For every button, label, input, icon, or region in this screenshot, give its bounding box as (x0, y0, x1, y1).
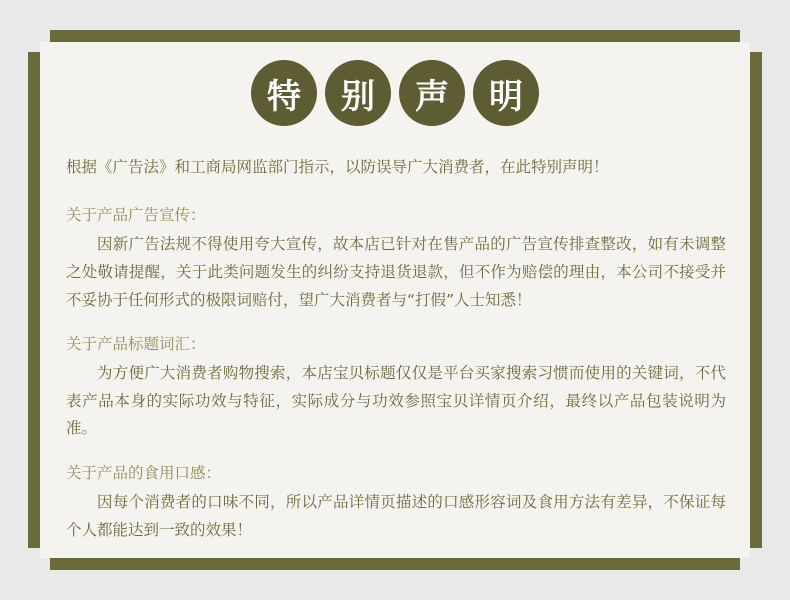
title-char-2: 别 (325, 60, 391, 126)
title-char-4: 明 (473, 60, 539, 126)
section-taste-heading: 关于产品的食用口感： (66, 464, 222, 483)
section-advertising-heading: 关于产品广告宣传： (66, 206, 206, 225)
intro-text: 根据《广告法》和工商局网监部门指示，以防误导广大消费者，在此特别声明！ (66, 158, 609, 176)
section-title-keywords (66, 331, 726, 443)
poster-title (40, 60, 750, 126)
title-char-1: 特 (251, 60, 317, 126)
title-char-3: 声 (399, 60, 465, 126)
section-advertising-body: 因新广告法规不得使用夸大宣传，故本店已针对在售产品的广告宣传排查整改，如有未调整之处敬请提醒，关于此类问题发生的纠纷支持退货退款，但不作为赔偿的理由，本公司不接受并不妥协于任何形式的极限词赔付，望广大消费者与“打假”人士知悉！ (66, 235, 726, 309)
section-taste-body: 因每个消费者的口味不同，所以产品详情页描述的口感形容词及食用方法有差异，不保证每个人都能达到一致的效果！ (66, 493, 726, 539)
section-title-keywords-body: 为方便广大消费者购物搜索，本店宝贝标题仅仅是平台买家搜索习惯而使用的关键词，不代表产品本身的实际功效与特征，实际成分与功效参照宝贝详情页介绍，最终以产品包装说明为准。 (66, 364, 726, 438)
poster-content (66, 154, 726, 561)
section-title-keywords-heading: 关于产品标题词汇： (66, 335, 206, 354)
poster-panel (40, 42, 750, 558)
section-advertising (66, 202, 726, 314)
section-taste (66, 460, 726, 544)
